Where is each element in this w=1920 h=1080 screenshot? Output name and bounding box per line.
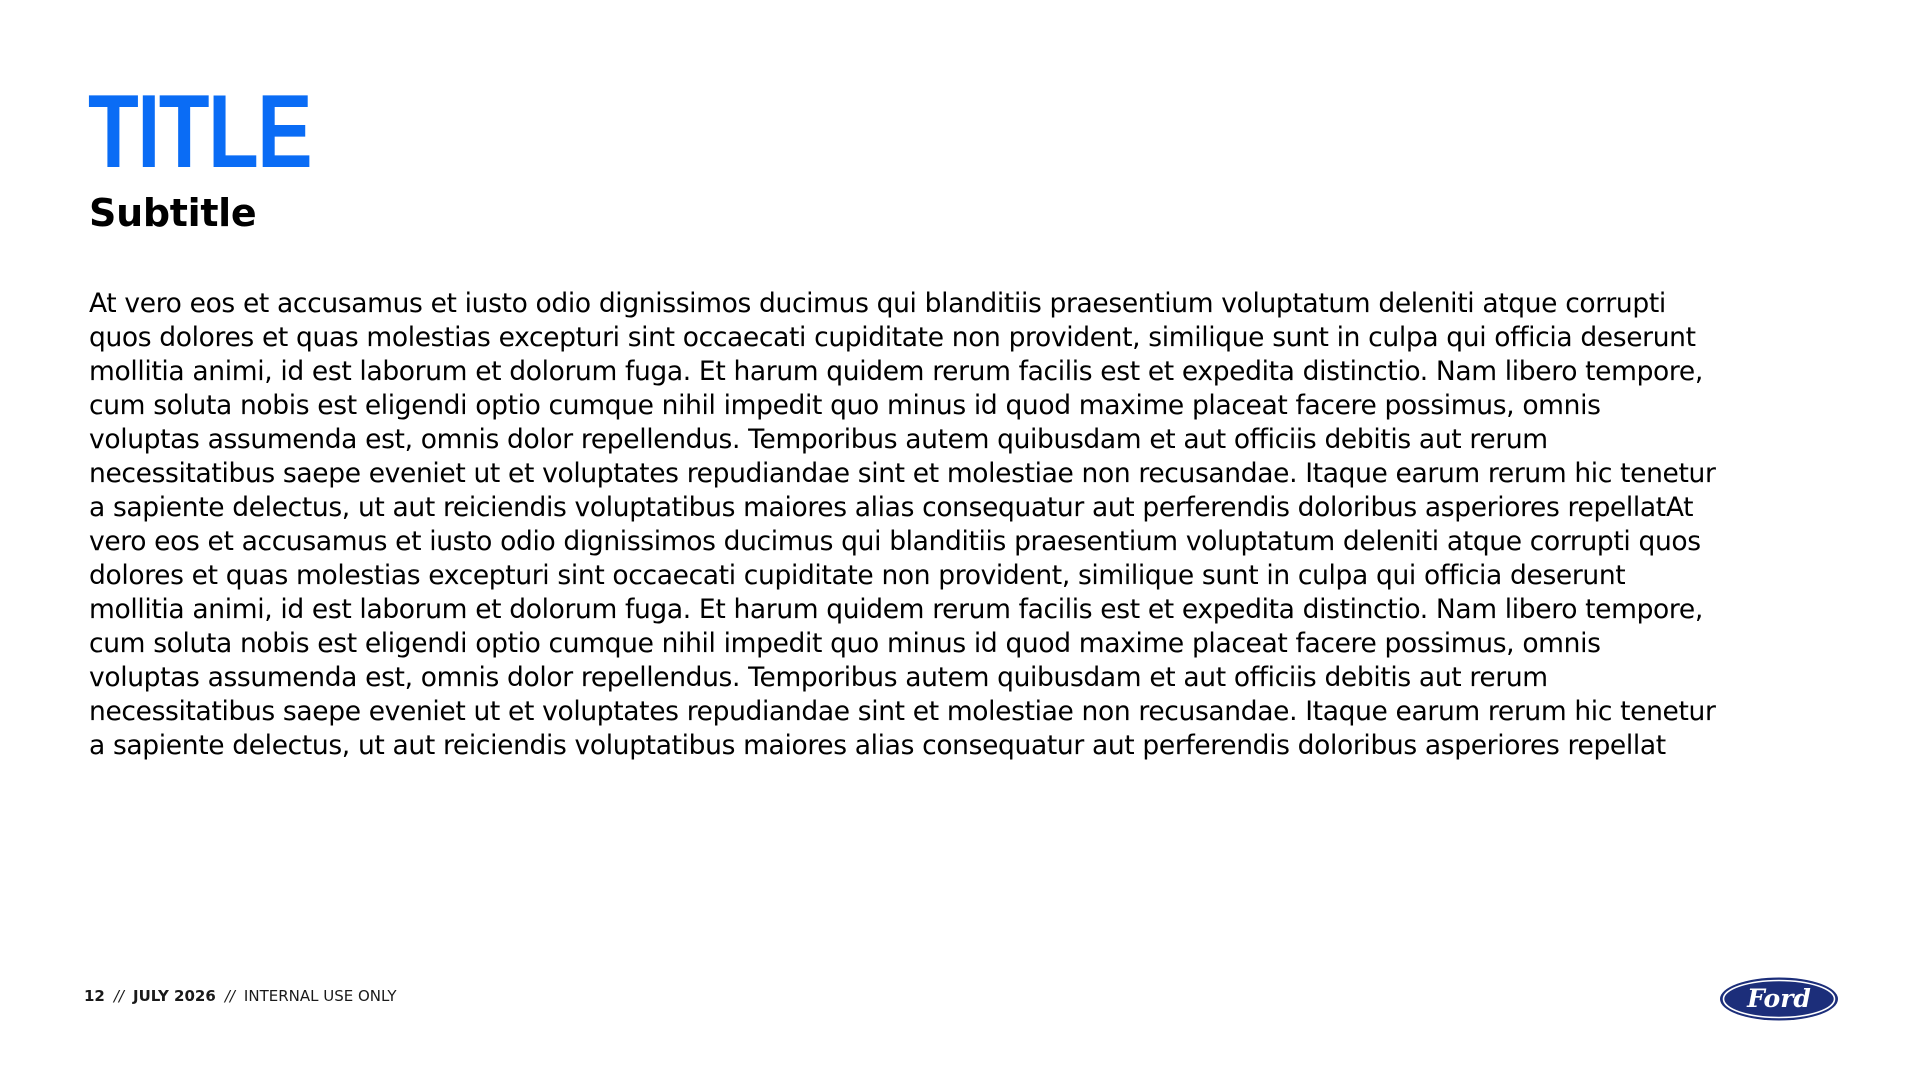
body-line: a sapiente delectus, ut aut reiciendis voluptatibus maiores alias consequatur aut perferendis doloribus asperiores repellatAt <box>89 492 1694 523</box>
body-line: necessitatibus saepe eveniet ut et voluptates repudiandae sint et molestiae non recusandae. Itaque earum rerum hic tenetur <box>89 696 1716 727</box>
page-number: 12 <box>84 987 105 1005</box>
body-line: voluptas assumenda est, omnis dolor repellendus. Temporibus autem quibusdam et aut officiis debitis aut rerum <box>89 424 1548 455</box>
body-line: cum soluta nobis est eligendi optio cumque nihil impedit quo minus id quod maxime placeat facere possimus, omnis <box>89 390 1601 421</box>
slide-subtitle: Subtitle <box>89 191 257 235</box>
body-line: At vero eos et accusamus et iusto odio dignissimos ducimus qui blanditiis praesentium voluptatum deleniti atque corrupti <box>89 288 1666 319</box>
body-line: cum soluta nobis est eligendi optio cumque nihil impedit quo minus id quod maxime placeat facere possimus, omnis <box>89 628 1601 659</box>
slide-title: TITLE <box>88 74 312 190</box>
body-line: voluptas assumenda est, omnis dolor repellendus. Temporibus autem quibusdam et aut officiis debitis aut rerum <box>89 662 1548 693</box>
footer-separator: // <box>224 987 235 1005</box>
body-line: a sapiente delectus, ut aut reiciendis voluptatibus maiores alias consequatur aut perferendis doloribus asperiores repellat <box>89 730 1666 761</box>
body-line: mollitia animi, id est laborum et dolorum fuga. Et harum quidem rerum facilis est et expedita distinctio. Nam libero tempore, <box>89 356 1703 387</box>
body-line: dolores et quas molestias excepturi sint occaecati cupiditate non provident, similique sunt in culpa qui officia deserunt <box>89 560 1626 591</box>
body-line: necessitatibus saepe eveniet ut et voluptates repudiandae sint et molestiae non recusandae. Itaque earum rerum hic tenetur <box>89 458 1716 489</box>
body-line: vero eos et accusamus et iusto odio dignissimos ducimus qui blanditiis praesentium voluptatum deleniti atque corrupti quos <box>89 526 1701 557</box>
footer-separator: // <box>113 987 124 1005</box>
footer-classification: INTERNAL USE ONLY <box>243 987 397 1005</box>
body-paragraph <box>89 287 1869 763</box>
body-line: quos dolores et quas molestias excepturi sint occaecati cupiditate non provident, similique sunt in culpa qui officia deserunt <box>89 322 1696 353</box>
footer <box>84 986 397 1006</box>
footer-date: JULY 2026 <box>132 987 216 1005</box>
ford-oval-logo-icon <box>1718 976 1840 1022</box>
logo-wordmark: Ford <box>1747 984 1811 1013</box>
body-line: mollitia animi, id est laborum et dolorum fuga. Et harum quidem rerum facilis est et expedita distinctio. Nam libero tempore, <box>89 594 1703 625</box>
